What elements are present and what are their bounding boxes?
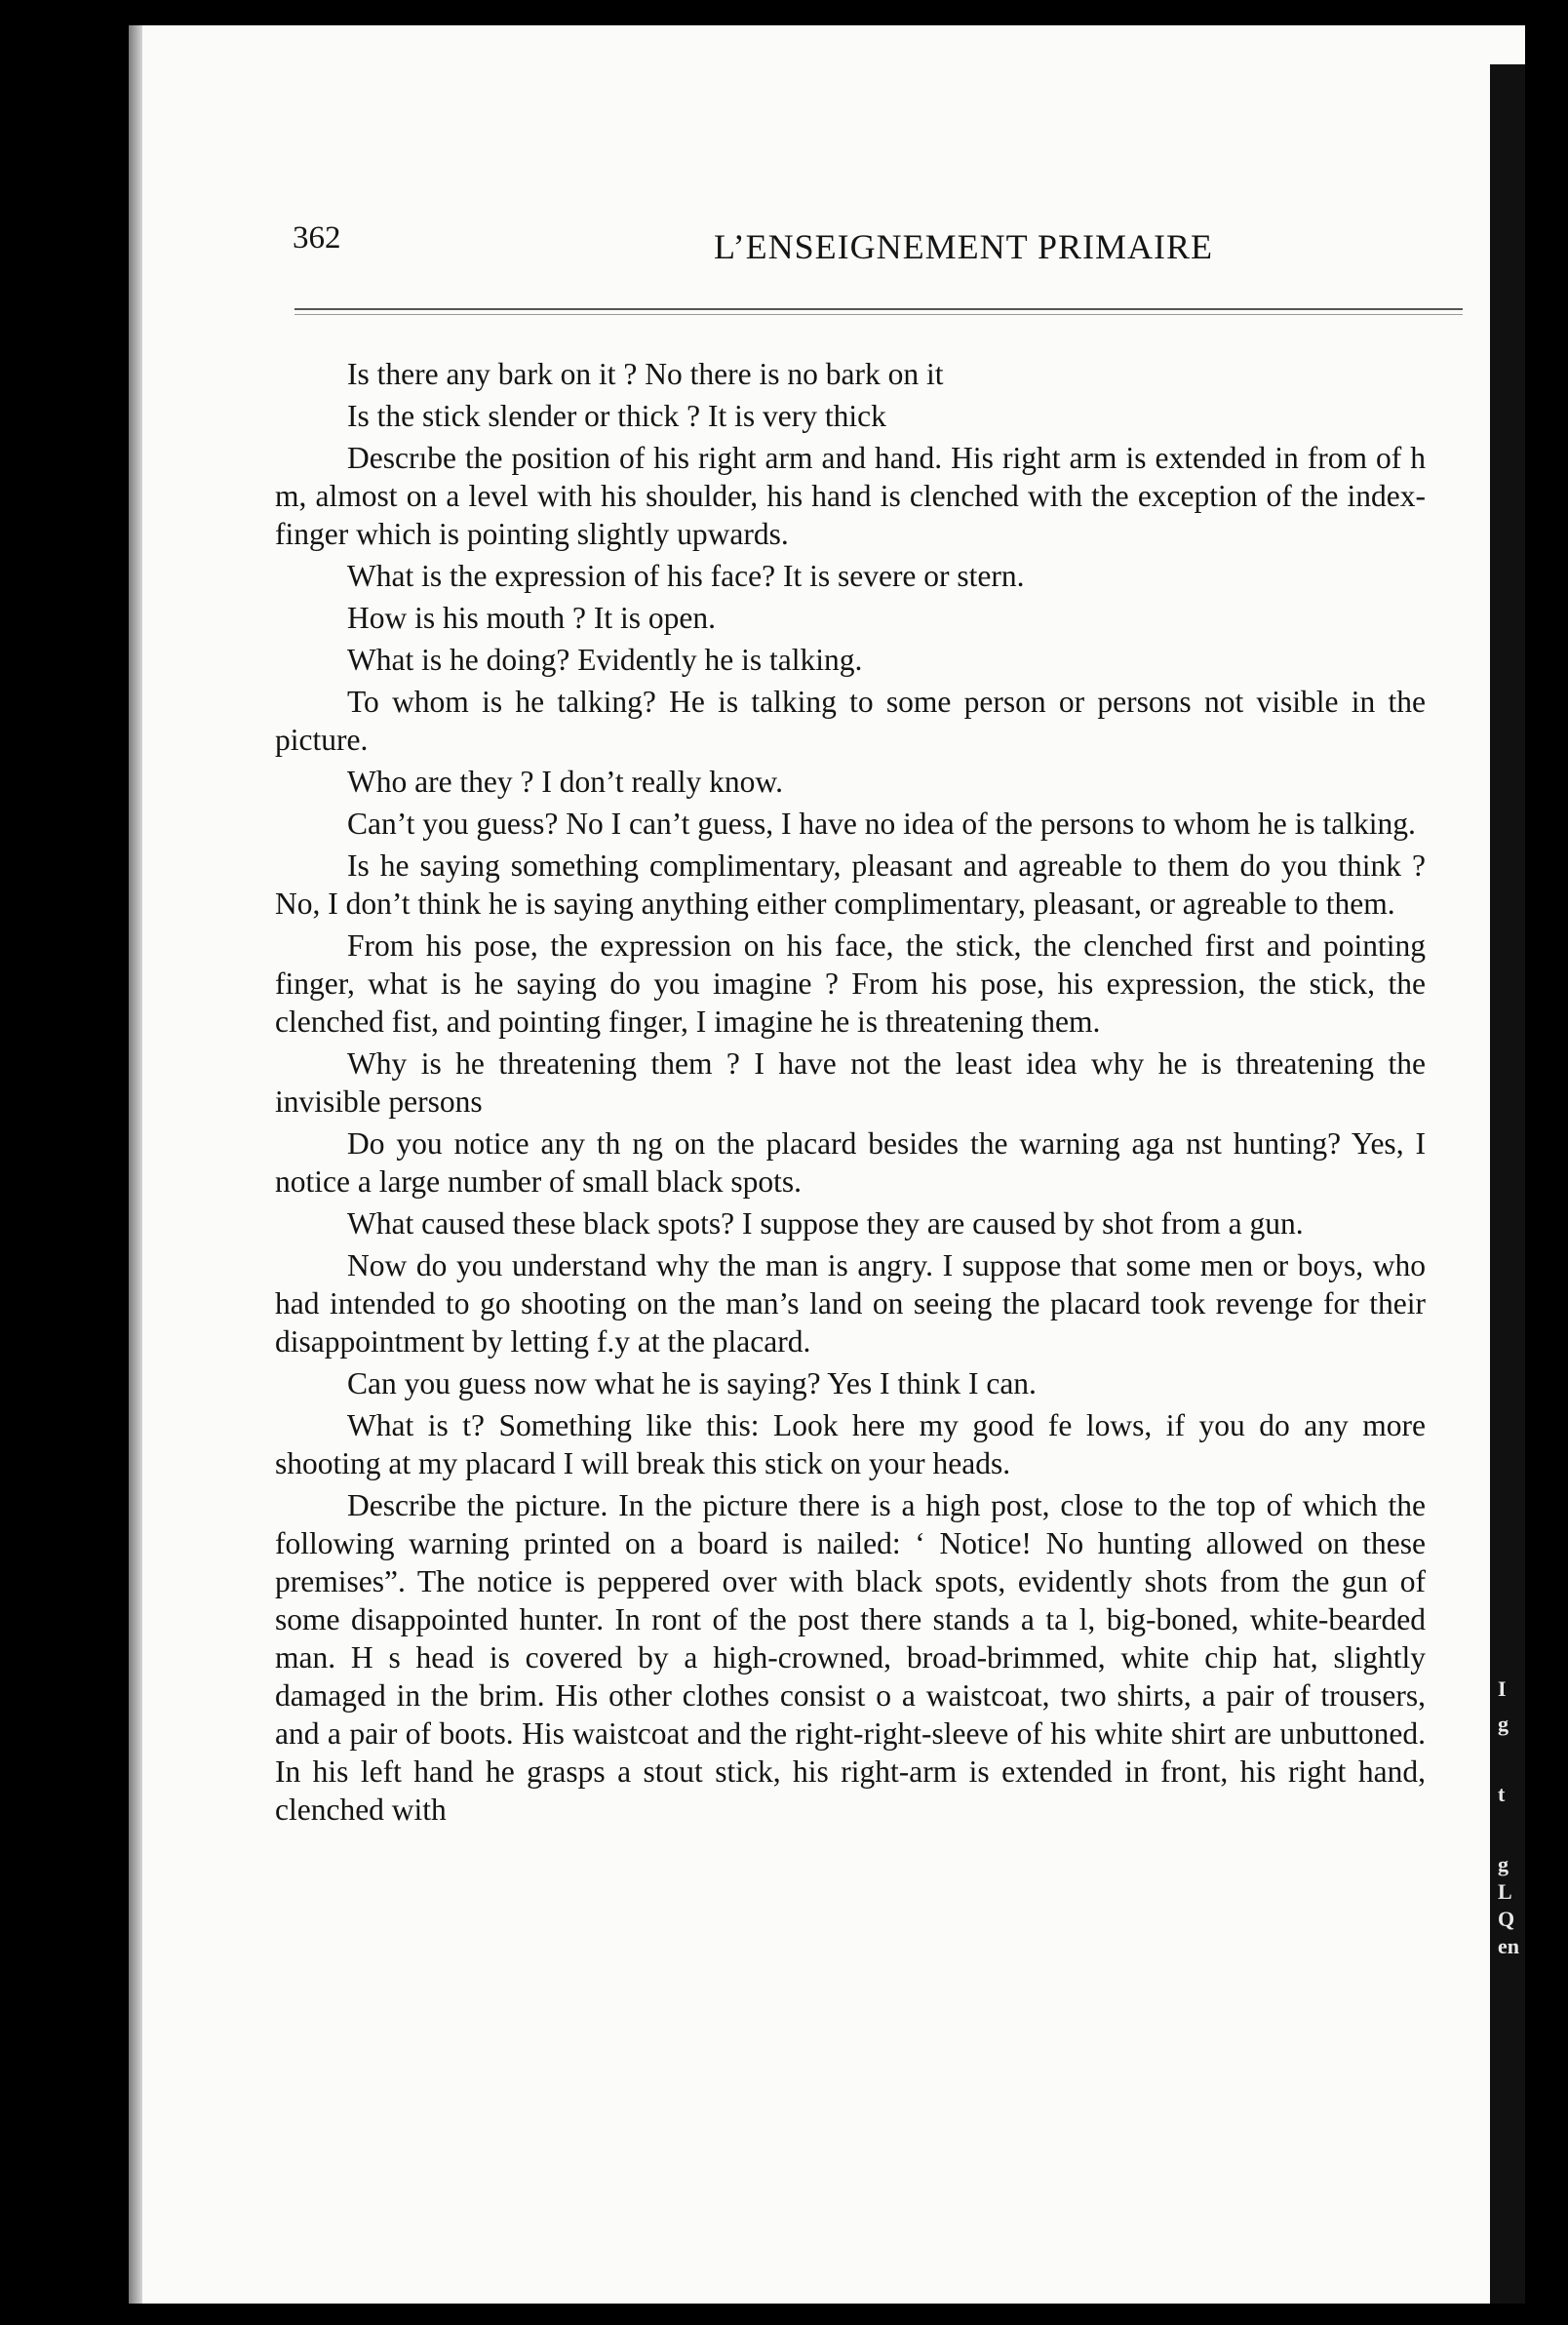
fragment-letter: t	[1498, 1782, 1506, 1806]
page-number: 362	[293, 220, 341, 256]
paragraph: Descrıbe the position of his right arm and hand. His right arm is extended in from of h m, almost on a level with his shoulder, his hand is clenched with the exception of the index-finger which is pointing slightly upwards.	[275, 441, 1426, 551]
book-page	[129, 25, 1525, 2304]
paragraph: What is he doing? Evidently he is talking.	[347, 643, 863, 677]
page-gutter-shadow	[129, 25, 142, 2304]
paragraph: Is the stick slender or thick ? It is very thick	[347, 399, 886, 433]
paragraph: Who are they ? I don’t really know.	[347, 765, 783, 799]
header-rule	[294, 308, 1463, 315]
paragraph: What caused these black spots? I suppose they are caused by shot from a gun.	[347, 1206, 1304, 1241]
paragraph: Describe the picture. In the picture there is a high post, close to the top of which the following warning printed on a board is nailed: ‘ Notice! No hunting allowed on these premises”. The notice is peppered over with black spots, evidently shots from the gun of some disappointed hunter. In ront of the post there stands a ta l, big-boned, white-bearded man. H s head is covered by a high-crowned, broad-brimmed, white chip hat, slightly damaged in the brim. His other clothes consist o a waistcoat, two shirts, a pair of trousers, and a pair of boots. His waistcoat and the right-right-sleeve of his white shirt are unbuttoned. In his left hand he grasps a stout stick, his right-arm is extended in front, his right hand, clenched with	[275, 1488, 1426, 1827]
fragment-letter: g	[1498, 1852, 1509, 1876]
fragment-letter: L	[1498, 1879, 1512, 1904]
paragraph: What is t? Something like this: Look here my good fe lows, if you do any more shooting at my placard I will break this stick on your heads.	[275, 1408, 1426, 1480]
running-header	[293, 220, 1375, 289]
paragraph: Is there any bark on it ? No there is no bark on it	[347, 357, 944, 391]
paragraph: Why is he threatening them ? I have not the least idea why he is threatening the invisible persons	[275, 1046, 1426, 1119]
paragraph: From his pose, the expression on his face, the stick, the clenched first and pointing finger, what is he saying do you imagine ? From his pose, his expression, the stick, the clenched fist, and pointing finger, I imagine he is threatening them.	[275, 928, 1426, 1039]
fragment-letter: Q	[1498, 1907, 1515, 1931]
adjacent-page-edge	[1490, 64, 1525, 2304]
running-title: L’ENSEIGNEMENT PRIMAIRE	[714, 227, 1214, 266]
paragraph: Do you notice any th ng on the placard besides the warning aga nst hunting? Yes, I notice a large number of small black spots.	[275, 1126, 1426, 1199]
fragment-letter: I	[1498, 1676, 1507, 1701]
paragraph: Can’t you guess? No I can’t guess, I have no idea of the persons to whom he is talking.	[347, 807, 1416, 841]
fragment-letter: g	[1498, 1712, 1509, 1736]
body-text	[275, 355, 1426, 1832]
paragraph: Is he saying something complimentary, pleasant and agreable to them do you think ? No, I don’t think he is saying anything either complimentary, pleasant, or agreable to them.	[275, 848, 1426, 921]
paragraph: How is his mouth ? It is open.	[347, 601, 716, 635]
paragraph: Now do you understand why the man is angry. I suppose that some men or boys, who had intended to go shooting on the man’s land on seeing the placard took revenge for their disappointment by letting f.y at the placard.	[275, 1248, 1426, 1359]
paragraph: Can you guess now what he is saying? Yes I think I can.	[347, 1366, 1037, 1400]
fragment-letter: en	[1498, 1934, 1519, 1958]
paragraph: To whom is he talking? He is talking to some person or persons not visible in the picture.	[275, 685, 1426, 757]
paragraph: What is the expression of his face? It is severe or stern.	[347, 559, 1025, 593]
